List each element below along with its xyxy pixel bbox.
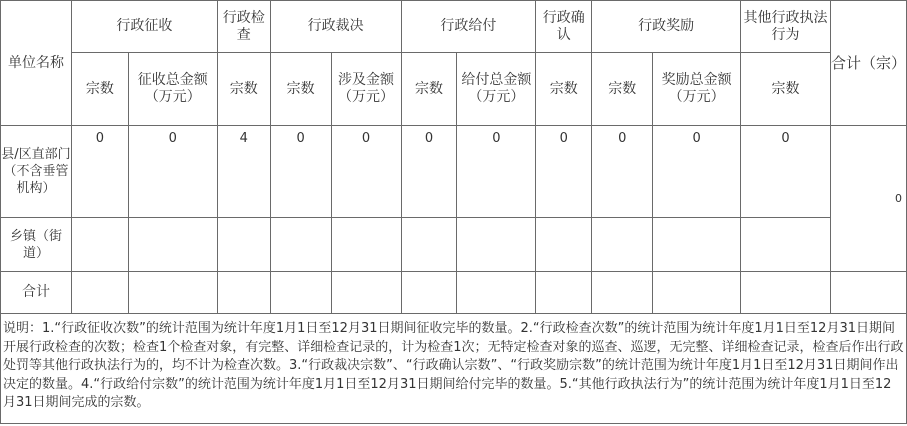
cell-township-3 [217,218,270,272]
cell-sum-11 [741,272,831,314]
header-ruling: 行政裁决 [270,1,401,53]
row-label-county: 县/区直部门（不含垂管机构） [1,126,72,218]
sub-reward-count: 宗数 [592,53,653,126]
cell-sum-10 [653,272,741,314]
cell-county-payment-amount: 0 [457,126,536,218]
sub-inspection-count: 宗数 [217,53,270,126]
sub-payment-count: 宗数 [401,53,457,126]
header-unit-name: 单位名称 [1,1,72,126]
sub-payment-amount: 给付总金额（万元） [457,53,536,126]
cell-township-9 [592,218,653,272]
header-confirmation: 行政确认 [536,1,592,53]
header-payment: 行政给付 [401,1,536,53]
cell-county-reward-amount: 0 [653,126,741,218]
cell-county-inspection-count: 4 [217,126,270,218]
header-total: 合计（宗） [830,1,906,126]
header-other: 其他行政执法行为 [741,1,831,53]
cell-sum-5 [331,272,401,314]
sub-other-count: 宗数 [741,53,831,126]
cell-county-reward-count: 0 [592,126,653,218]
sub-levy-count: 宗数 [71,53,128,126]
cell-township-11 [741,218,831,272]
cell-county-ruling-count: 0 [270,126,331,218]
sub-confirmation-count: 宗数 [536,53,592,126]
cell-sum-3 [217,272,270,314]
cell-sum-6 [401,272,457,314]
cell-sum-9 [592,272,653,314]
cell-county-levy-amount: 0 [128,126,217,218]
sub-ruling-amount: 涉及金额（万元） [331,53,401,126]
cell-township-1 [71,218,128,272]
header-reward: 行政奖励 [592,1,741,53]
row-label-township: 乡镇（街道） [1,218,72,272]
cell-sum-8 [536,272,592,314]
cell-sum-total [830,272,906,314]
header-levy: 行政征收 [71,1,217,53]
notes-text: 说明：1.“行政征收次数”的统计范围为统计年度1月1日至12月31日期间征收完毕的数量。2.“行政检查次数”的统计范围为统计年度1月1日至12月31日期间开展行政检查的次数；检查1个检查对象，有完整、详细检查记录的，计为检查1次；无特定检查对象的巡查、巡逻，无完整、详细检查记录，检查后作出行政处罚等其他行政执法行为的，均不计为检查次数。3.“行政裁决宗数”、“行政确认宗数”、“行政奖励宗数”的统计范围为统计年度1月1日至12月31日期间作出决定的数量。4.“行政给付宗数”的统计范围为统计年度1月1日至12月31日期间给付完毕的数量。5.“其他行政执法行为”的统计范围为统计年度1月1日至12月31日期间完成的宗数。 [1,314,907,424]
header-inspection: 行政检查 [217,1,270,53]
row-label-sum: 合计 [1,272,72,314]
cell-township-7 [457,218,536,272]
cell-township-10 [653,218,741,272]
sub-reward-amount: 奖励总金额（万元） [653,53,741,126]
sub-ruling-count: 宗数 [270,53,331,126]
cell-sum-1 [71,272,128,314]
cell-township-6 [401,218,457,272]
cell-county-confirmation-count: 0 [536,126,592,218]
cell-county-total: 0 [830,126,906,272]
cell-sum-7 [457,272,536,314]
cell-township-4 [270,218,331,272]
cell-township-5 [331,218,401,272]
cell-sum-4 [270,272,331,314]
cell-township-8 [536,218,592,272]
cell-sum-2 [128,272,217,314]
cell-county-ruling-amount: 0 [331,126,401,218]
cell-county-payment-count: 0 [401,126,457,218]
cell-township-2 [128,218,217,272]
cell-county-other-count: 0 [741,126,831,218]
cell-county-levy-count: 0 [71,126,128,218]
sub-levy-amount: 征收总金额（万元） [128,53,217,126]
